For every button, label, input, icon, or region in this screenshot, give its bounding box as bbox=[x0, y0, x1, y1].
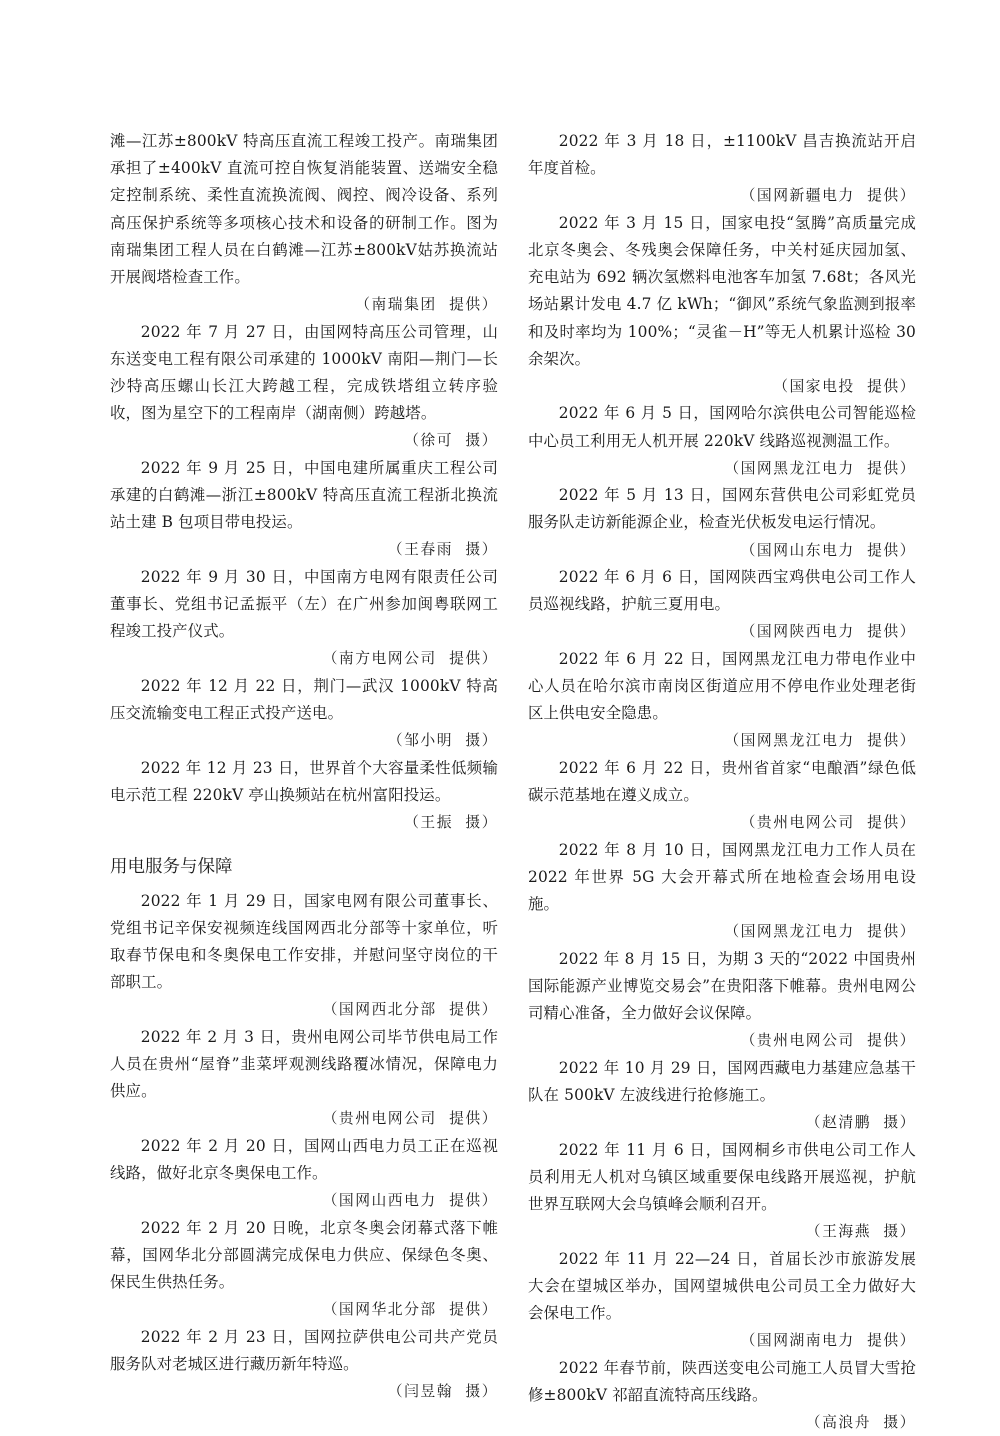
caption-paragraph: 2022 年 7 月 27 日，由国网特高压公司管理，山东送变电工程有限公司承建的 1000kV 南阳—荆门—长沙特高压螺山长江大跨越工程，完成铁塔组立转序验收，图为星空下的工程南岸（湖南侧）跨越塔。 bbox=[110, 322, 498, 423]
photo-credit: （国网湖南电力 提供） bbox=[740, 1332, 916, 1350]
photo-credit: （王春雨 摄） bbox=[387, 541, 498, 559]
caption-paragraph: 2022 年 12 月 22 日，荆门—武汉 1000kV 特高压交流输变电工程正式投产送电。 bbox=[110, 676, 498, 723]
caption-paragraph: 2022 年 12 月 23 日，世界首个大容量柔性低频输电示范工程 220kV 亭山换频站在杭州富阳投运。 bbox=[110, 758, 498, 804]
caption-paragraph: 2022 年 3 月 18 日，±1100kV 昌吉换流站开启年度首检。 bbox=[528, 132, 916, 178]
caption-paragraph: 2022 年 11 月 6 日，国网桐乡市供电公司工作人员利用无人机对乌镇区域重要保电线路开展巡视，护航世界互联网大会乌镇峰会顺利召开。 bbox=[528, 1140, 916, 1213]
caption-paragraph: 2022 年 2 月 3 日，贵州电网公司毕节供电局工作人员在贵州“屋脊”韭菜坪观测线路覆冰情况，保障电力供应。 bbox=[110, 1027, 498, 1101]
photo-credit: （徐可 摄） bbox=[404, 432, 498, 450]
caption-paragraph: 2022 年 6 月 22 日，贵州省首家“电酿酒”绿色低碳示范基地在遵义成立。 bbox=[528, 758, 916, 805]
photo-credit: （赵清鹏 摄） bbox=[805, 1114, 916, 1132]
caption-paragraph: 2022 年 2 月 20 日，国网山西电力员工正在巡视线路，做好北京冬奥保电工作。 bbox=[110, 1136, 498, 1182]
caption-paragraph: 2022 年 6 月 6 日，国网陕西宝鸡供电公司工作人员巡视线路，护航三夏用电。 bbox=[528, 568, 916, 614]
caption-paragraph: 2022 年 3 月 15 日，国家电投“氢腾”高质量完成北京冬奥会、冬残奥会保障任务，中关村延庆园加氢、充电站为 692 辆次氢燃料电池客车加氢 7.68t；各风光场站累计发电 4.7 亿 kWh；“御风”系统气象监测到报率和及时率均为 100%；“灵雀－H”等无人机累计巡检 30 余架次。 bbox=[528, 213, 916, 368]
photo-credit: （国网陕西电力 提供） bbox=[740, 623, 916, 641]
caption-paragraph: 2022 年 6 月 22 日，国网黑龙江电力带电作业中心人员在哈尔滨市南岗区街道应用不停电作业处理老街区上供电安全隐患。 bbox=[528, 649, 916, 723]
photo-credit: （王振 摄） bbox=[404, 814, 498, 832]
caption-paragraph: 2022 年 8 月 10 日，国网黑龙江电力工作人员在 2022 年世界 5G 大会开幕式所在地检查会场用电设施。 bbox=[528, 840, 916, 914]
caption-paragraph: 2022 年春节前，陕西送变电公司施工人员冒大雪抢修±800kV 祁韶直流特高压线路。 bbox=[528, 1358, 916, 1404]
caption-paragraph: 滩—江苏±800kV 特高压直流工程竣工投产。南瑞集团承担了±400kV 直流可控自恢复消能装置、送端安全稳定控制系统、柔性直流换流阀、阀控、阀冷设备、系列高压保护系统等多项核心技术和设备的研制工作。图为南瑞集团工程人员在白鹤滩—江苏±800kV姑苏换流站开展阀塔检查工作。 bbox=[110, 132, 498, 287]
caption-paragraph: 2022 年 2 月 20 日晚，北京冬奥会闭幕式落下帷幕，国网华北分部圆满完成保电力供应、保绿色冬奥、保民生供热任务。 bbox=[110, 1218, 498, 1291]
caption-paragraph: 2022 年 2 月 23 日，国网拉萨供电公司共产党员服务队对老城区进行藏历新年特巡。 bbox=[110, 1327, 498, 1373]
photo-credit: （国网新疆电力 提供） bbox=[740, 187, 916, 205]
caption-paragraph: 2022 年 8 月 15 日，为期 3 天的“2022 中国贵州国际能源产业博览交易会”在贵阳落下帷幕。贵州电网公司精心准备，全力做好会议保障。 bbox=[528, 949, 916, 1023]
photo-credit: （国网山西电力 提供） bbox=[322, 1192, 498, 1210]
photo-credit: （国网黑龙江电力 提供） bbox=[724, 923, 916, 941]
photo-credit: （闫昱翰 摄） bbox=[387, 1382, 498, 1400]
photo-credit: （国网西北分部 提供） bbox=[322, 1001, 498, 1019]
photo-credit: （贵州电网公司 提供） bbox=[322, 1110, 498, 1128]
caption-paragraph: 2022 年 9 月 25 日，中国电建所属重庆工程公司承建的白鹤滩—浙江±800kV 特高压直流工程浙北换流站土建 B 包项目带电投运。 bbox=[110, 458, 498, 532]
caption-paragraph: 2022 年 1 月 29 日，国家电网有限公司董事长、党组书记辛保安视频连线国网西北分部等十家单位，听取春节保电和冬奥保电工作安排，并慰问坚守岗位的干部职工。 bbox=[110, 891, 498, 992]
photo-credit: （南瑞集团 提供） bbox=[355, 296, 498, 314]
photo-credit: （邹小明 摄） bbox=[387, 732, 498, 750]
photo-credit: （国网山东电力 提供） bbox=[740, 541, 916, 559]
photo-credit: （国网黑龙江电力 提供） bbox=[724, 732, 916, 750]
caption-paragraph: 2022 年 5 月 13 日，国网东营供电公司彩虹党员服务队走访新能源企业，检查光伏板发电运行情况。 bbox=[528, 486, 916, 532]
photo-credit: （南方电网公司 提供） bbox=[322, 650, 498, 668]
right-column bbox=[528, 128, 916, 1436]
photo-credit: （高浪舟 摄） bbox=[805, 1413, 916, 1431]
photo-credit: （国网黑龙江电力 提供） bbox=[724, 459, 916, 477]
caption-paragraph: 2022 年 10 月 29 日，国网西藏电力基建应急基干队在 500kV 左波线进行抢修施工。 bbox=[528, 1058, 916, 1104]
caption-paragraph: 2022 年 9 月 30 日，中国南方电网有限责任公司董事长、党组书记孟振平（左）在广州参加闽粤联网工程竣工投产仪式。 bbox=[110, 567, 498, 641]
caption-paragraph: 2022 年 6 月 5 日，国网哈尔滨供电公司智能巡检中心员工利用无人机开展 220kV 线路巡视测温工作。 bbox=[528, 404, 916, 450]
caption-paragraph: 2022 年 11 月 22—24 日，首届长沙市旅游发展大会在望城区举办，国网望城供电公司员工全力做好大会保电工作。 bbox=[528, 1249, 916, 1322]
photo-credit: （王海燕 摄） bbox=[805, 1223, 916, 1241]
photo-credit: （国家电投 提供） bbox=[773, 378, 916, 396]
photo-credit: （贵州电网公司 提供） bbox=[740, 1032, 916, 1050]
photo-credit: （国网华北分部 提供） bbox=[322, 1301, 498, 1319]
left-column bbox=[110, 128, 498, 1405]
photo-credit: （贵州电网公司 提供） bbox=[740, 814, 916, 832]
section-heading: 用电服务与保障 bbox=[110, 856, 233, 877]
